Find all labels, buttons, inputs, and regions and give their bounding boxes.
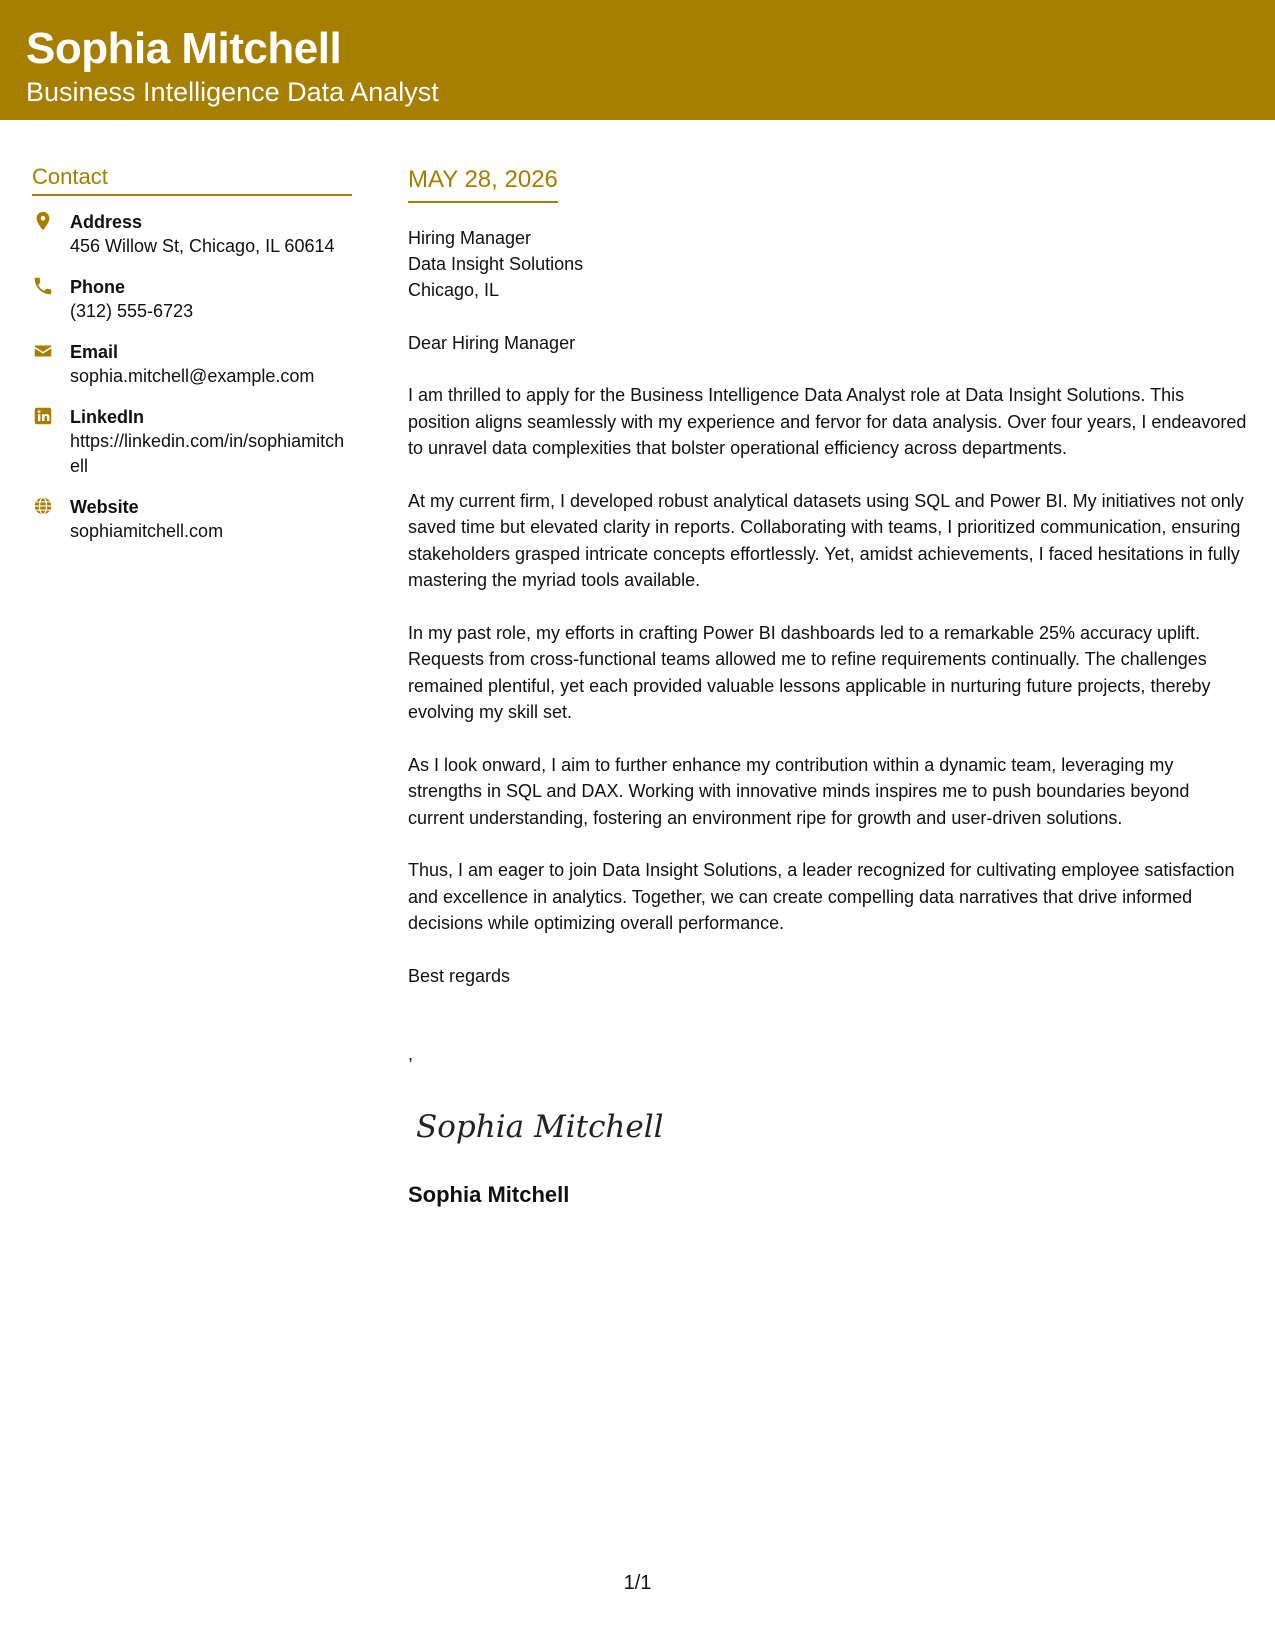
recipient-block [408,225,1250,303]
recipient-line: Hiring Manager [408,228,532,248]
website-value[interactable]: sophiamitchell.com [70,521,224,541]
body-paragraph: At my current firm, I developed robust analytical datasets using SQL and Power BI. My initiatives not only saved time but elevated clarity in reports. Collaborating with teams, I prioritized communication, ensuring stakeholders grasped intricate concepts effortlessly. Yet, amidst achievements, I faced hesitations in fully mastering the myriad tools available. [408,490,1244,590]
linkedin-value[interactable]: https://linkedin.com/in/sophiamitchell [70,431,345,476]
website-label: Website [70,497,139,517]
letter-date: MAY 28, 2026 [408,166,558,193]
contact-heading: Contact [32,162,352,196]
contact-item-address [32,210,352,259]
map-pin-icon [32,210,54,232]
contact-item-linkedin [32,405,352,479]
email-value[interactable]: sophia.mitchell@example.com [70,366,315,386]
recipient-line: Data Insight Solutions [408,254,584,274]
body-paragraph: Thus, I am eager to join Data Insight Solutions, a leader recognized for cultivating employee satisfaction and excellence in analytics. Together, we can create compelling data narratives that drive informed decisions while optimizing overall performance. [408,860,1235,933]
linkedin-label: LinkedIn [70,407,145,427]
closing-comma: , [408,1043,414,1064]
candidate-name: Sophia Mitchell [26,24,342,73]
salutation: Dear Hiring Manager [408,333,576,353]
recipient-line: Chicago, IL [408,280,500,300]
email-label: Email [70,342,119,362]
signer-name: Sophia Mitchell [408,1181,570,1207]
closing-phrase: Best regards [408,965,511,986]
contact-item-website [32,495,352,544]
contact-item-email [32,340,352,389]
envelope-icon [32,340,54,362]
phone-icon [32,275,54,297]
handwritten-signature [408,1095,668,1155]
body-paragraph: I am thrilled to apply for the Business Intelligence Data Analyst role at Data Insight Solutions. This position aligns seamlessly with my experience and fervor for data analysis. Over four years, I endeavored to unravel data complexities that bolster operational efficiency across departments. [408,385,1247,458]
letter-date-underline [408,162,558,203]
contact-item-phone [32,275,352,324]
address-label: Address [70,212,143,232]
body-paragraph: In my past role, my efforts in crafting Power BI dashboards led to a remarkable 25% accuracy uplift. Requests from cross-functional teams allowed me to refine requirements continually. The challenges remained plentiful, yet each provided valuable lessons applicable in nurturing future projects, thereby evolving my skill set. [408,622,1211,722]
globe-icon [32,495,54,517]
body-paragraph: As I look onward, I aim to further enhance my contribution within a dynamic team, leveraging my strengths in SQL and DAX. Working with innovative minds inspires me to push boundaries beyond current understanding, fostering an environment ripe for growth and user-driven solutions. [408,754,1190,828]
phone-value: (312) 555-6723 [70,301,194,321]
letter-body [408,162,1250,1210]
address-value: 456 Willow St, Chicago, IL 60614 [70,236,335,256]
job-title: Business Intelligence Data Analyst [26,77,439,107]
linkedin-icon [32,405,54,427]
contact-sidebar [32,162,352,560]
header-banner [0,0,1275,120]
signature-text: Sophia Mitchell [416,1108,664,1145]
page-number: 1/1 [623,1572,652,1594]
phone-label: Phone [70,277,126,297]
